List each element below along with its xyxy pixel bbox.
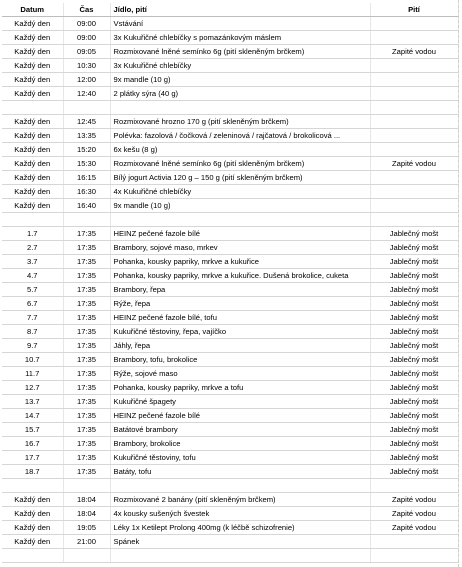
cell-cas: 17:35 <box>63 241 110 255</box>
cell-piti: Jablečný mošt <box>370 437 458 451</box>
cell-piti: Jablečný mošt <box>370 255 458 269</box>
cell-piti: Jablečný mošt <box>370 339 458 353</box>
table-row <box>2 171 458 185</box>
table-row <box>2 269 458 283</box>
cell-jidlo: Batátové brambory <box>110 423 370 437</box>
cell-datum: 14.7 <box>2 409 63 423</box>
cell-datum: 12.7 <box>2 381 63 395</box>
table-row <box>2 423 458 437</box>
cell-datum: 15.7 <box>2 423 63 437</box>
cell-cas: 09:00 <box>63 17 110 31</box>
cell-piti: Zapité vodou <box>370 521 458 535</box>
header-cas: Čas <box>63 3 110 17</box>
cell-piti: Jablečný mošt <box>370 409 458 423</box>
cell-piti <box>370 549 458 563</box>
cell-datum: 6.7 <box>2 297 63 311</box>
cell-piti: Jablečný mošt <box>370 381 458 395</box>
meal-schedule-table <box>2 3 459 563</box>
cell-cas: 18:04 <box>63 507 110 521</box>
cell-datum: 17.7 <box>2 451 63 465</box>
header-piti: Pití <box>370 3 458 17</box>
cell-datum: 4.7 <box>2 269 63 283</box>
cell-jidlo: Kukuřičné těstoviny, tofu <box>110 451 370 465</box>
cell-datum: Každý den <box>2 171 63 185</box>
cell-jidlo: 2 plátky sýra (40 g) <box>110 87 370 101</box>
cell-cas: 21:00 <box>63 535 110 549</box>
cell-datum: Každý den <box>2 143 63 157</box>
cell-piti: Jablečný mošt <box>370 353 458 367</box>
page-edge <box>458 0 462 567</box>
cell-piti <box>370 129 458 143</box>
table-row <box>2 549 458 563</box>
cell-piti: Jablečný mošt <box>370 395 458 409</box>
cell-piti <box>370 171 458 185</box>
table-row <box>2 395 458 409</box>
cell-cas: 09:05 <box>63 45 110 59</box>
empty-cell <box>63 101 110 115</box>
empty-cell <box>370 479 458 493</box>
cell-datum: Každý den <box>2 185 63 199</box>
cell-cas: 17:35 <box>63 451 110 465</box>
table-row <box>2 241 458 255</box>
cell-datum: Každý den <box>2 493 63 507</box>
cell-datum: Každý den <box>2 45 63 59</box>
cell-datum: 13.7 <box>2 395 63 409</box>
table-row <box>2 87 458 101</box>
cell-cas: 12:40 <box>63 87 110 101</box>
cell-datum: Každý den <box>2 157 63 171</box>
cell-cas: 16:30 <box>63 185 110 199</box>
table-row <box>2 339 458 353</box>
cell-piti: Jablečný mošt <box>370 283 458 297</box>
cell-jidlo: 3x Kukuřičné chlebíčky s pomazánkovým máslem <box>110 31 370 45</box>
table-row <box>2 367 458 381</box>
cell-datum: 16.7 <box>2 437 63 451</box>
cell-jidlo: 4x Kukuřičné chlebíčky <box>110 185 370 199</box>
cell-datum: 5.7 <box>2 283 63 297</box>
cell-piti <box>370 17 458 31</box>
cell-cas: 15:30 <box>63 157 110 171</box>
cell-piti: Jablečný mošt <box>370 451 458 465</box>
cell-piti: Zapité vodou <box>370 157 458 171</box>
cell-piti <box>370 59 458 73</box>
cell-jidlo: Kukuřičné těstoviny, řepa, vajíčko <box>110 325 370 339</box>
empty-cell <box>110 479 370 493</box>
cell-piti <box>370 31 458 45</box>
table-row <box>2 129 458 143</box>
cell-piti <box>370 199 458 213</box>
cell-jidlo: 6x kešu (8 g) <box>110 143 370 157</box>
cell-datum: Každý den <box>2 59 63 73</box>
cell-jidlo: Rozmixované lněné semínko 6g (pití skleněným brčkem) <box>110 157 370 171</box>
table-row <box>2 115 458 129</box>
cell-jidlo: Rozmixované hrozno 170 g (pití skleněným brčkem) <box>110 115 370 129</box>
cell-cas: 17:35 <box>63 353 110 367</box>
table-row <box>2 45 458 59</box>
cell-jidlo: HEINZ pečené fazole bílé <box>110 227 370 241</box>
cell-cas: 17:35 <box>63 381 110 395</box>
cell-datum: 11.7 <box>2 367 63 381</box>
cell-jidlo: 9x mandle (10 g) <box>110 199 370 213</box>
cell-cas: 17:35 <box>63 423 110 437</box>
table-row <box>2 143 458 157</box>
cell-piti: Jablečný mošt <box>370 241 458 255</box>
cell-piti <box>370 143 458 157</box>
cell-datum: 9.7 <box>2 339 63 353</box>
cell-piti <box>370 535 458 549</box>
table-row <box>2 409 458 423</box>
cell-jidlo: Batáty, tofu <box>110 465 370 479</box>
cell-datum: Každý den <box>2 115 63 129</box>
cell-datum: Každý den <box>2 129 63 143</box>
cell-cas: 17:35 <box>63 465 110 479</box>
cell-cas: 17:35 <box>63 409 110 423</box>
cell-datum: 3.7 <box>2 255 63 269</box>
cell-datum: 7.7 <box>2 311 63 325</box>
table-row <box>2 535 458 549</box>
cell-datum: Každý den <box>2 87 63 101</box>
cell-cas: 17:35 <box>63 367 110 381</box>
table-row <box>2 521 458 535</box>
cell-datum: Každý den <box>2 521 63 535</box>
cell-cas: 17:35 <box>63 325 110 339</box>
cell-jidlo: Rýže, řepa <box>110 297 370 311</box>
cell-datum: Každý den <box>2 535 63 549</box>
cell-cas: 16:40 <box>63 199 110 213</box>
cell-datum: Každý den <box>2 31 63 45</box>
table-row <box>2 185 458 199</box>
empty-cell <box>63 479 110 493</box>
cell-cas: 12:45 <box>63 115 110 129</box>
cell-jidlo: 9x mandle (10 g) <box>110 73 370 87</box>
cell-datum: 8.7 <box>2 325 63 339</box>
cell-jidlo: Vstávání <box>110 17 370 31</box>
cell-piti: Jablečný mošt <box>370 227 458 241</box>
cell-jidlo: Pohanka, kousky papriky, mrkve a kukuřice <box>110 255 370 269</box>
cell-cas: 19:05 <box>63 521 110 535</box>
cell-jidlo: Pohanka, kousky papriky, mrkve a kukuřice. Dušená brokolice, cuketa <box>110 269 370 283</box>
cell-cas: 09:00 <box>63 31 110 45</box>
table-row <box>2 199 458 213</box>
cell-datum: 18.7 <box>2 465 63 479</box>
spacer-row <box>2 213 458 227</box>
cell-jidlo: Rozmixované 2 banány (pití skleněným brčkem) <box>110 493 370 507</box>
empty-cell <box>370 213 458 227</box>
cell-piti: Jablečný mošt <box>370 465 458 479</box>
table-row <box>2 465 458 479</box>
cell-cas: 17:35 <box>63 311 110 325</box>
cell-jidlo: Brambory, řepa <box>110 283 370 297</box>
cell-datum: Každý den <box>2 199 63 213</box>
cell-piti: Zapité vodou <box>370 45 458 59</box>
cell-cas: 10:30 <box>63 59 110 73</box>
cell-piti: Zapité vodou <box>370 493 458 507</box>
cell-piti <box>370 73 458 87</box>
cell-cas: 17:35 <box>63 255 110 269</box>
table-row <box>2 353 458 367</box>
spacer-row <box>2 101 458 115</box>
cell-datum: Každý den <box>2 507 63 521</box>
cell-jidlo: HEINZ pečené fazole bílé, tofu <box>110 311 370 325</box>
cell-cas: 17:35 <box>63 297 110 311</box>
cell-jidlo: HEINZ pečené fazole bílé <box>110 409 370 423</box>
cell-cas: 17:35 <box>63 283 110 297</box>
cell-piti: Jablečný mošt <box>370 269 458 283</box>
cell-piti <box>370 185 458 199</box>
header-datum: Datum <box>2 3 63 17</box>
table-row <box>2 451 458 465</box>
cell-piti: Jablečný mošt <box>370 367 458 381</box>
cell-jidlo: Léky 1x Ketilept Prolong 400mg (k léčbě schizofrenie) <box>110 521 370 535</box>
cell-datum: Každý den <box>2 73 63 87</box>
table-row <box>2 381 458 395</box>
cell-jidlo <box>110 549 370 563</box>
empty-cell <box>63 213 110 227</box>
table-row <box>2 507 458 521</box>
cell-jidlo: Brambory, brokolice <box>110 437 370 451</box>
cell-datum: 10.7 <box>2 353 63 367</box>
cell-piti <box>370 115 458 129</box>
table-row <box>2 297 458 311</box>
table-row <box>2 283 458 297</box>
cell-cas: 18:04 <box>63 493 110 507</box>
cell-jidlo: Brambory, tofu, brokolice <box>110 353 370 367</box>
cell-datum: Každý den <box>2 17 63 31</box>
cell-piti: Zapité vodou <box>370 507 458 521</box>
cell-cas: 16:15 <box>63 171 110 185</box>
cell-jidlo: Bílý jogurt Activia 120 g – 150 g (pití skleněným brčkem) <box>110 171 370 185</box>
cell-cas <box>63 549 110 563</box>
empty-cell <box>110 101 370 115</box>
cell-jidlo: Spánek <box>110 535 370 549</box>
cell-cas: 17:35 <box>63 227 110 241</box>
cell-jidlo: 3x Kukuřičné chlebíčky <box>110 59 370 73</box>
table-row <box>2 493 458 507</box>
cell-datum <box>2 549 63 563</box>
table-row <box>2 73 458 87</box>
cell-piti <box>370 87 458 101</box>
table-body <box>2 17 458 563</box>
cell-cas: 17:35 <box>63 395 110 409</box>
empty-cell <box>2 101 63 115</box>
spacer-row <box>2 479 458 493</box>
cell-jidlo: Pohanka, kousky papriky, mrkve a tofu <box>110 381 370 395</box>
table-row <box>2 31 458 45</box>
table-row <box>2 437 458 451</box>
table-row <box>2 157 458 171</box>
empty-cell <box>110 213 370 227</box>
empty-cell <box>2 213 63 227</box>
cell-jidlo: Jáhly, řepa <box>110 339 370 353</box>
cell-piti: Jablečný mošt <box>370 423 458 437</box>
table-row <box>2 255 458 269</box>
header-jidlo: Jídlo, pití <box>110 3 370 17</box>
cell-jidlo: 4x kousky sušených švestek <box>110 507 370 521</box>
cell-jidlo: Polévka: fazolová / čočková / zeleninová / rajčatová / brokolicová ... <box>110 129 370 143</box>
cell-cas: 15:20 <box>63 143 110 157</box>
cell-datum: 1.7 <box>2 227 63 241</box>
table-row <box>2 59 458 73</box>
empty-cell <box>370 101 458 115</box>
cell-piti: Jablečný mošt <box>370 325 458 339</box>
cell-jidlo: Rýže, sojové maso <box>110 367 370 381</box>
cell-cas: 13:35 <box>63 129 110 143</box>
cell-jidlo: Brambory, sojové maso, mrkev <box>110 241 370 255</box>
cell-piti: Jablečný mošt <box>370 297 458 311</box>
cell-cas: 17:35 <box>63 269 110 283</box>
cell-piti: Jablečný mošt <box>370 311 458 325</box>
empty-cell <box>2 479 63 493</box>
table-row <box>2 227 458 241</box>
header-row <box>2 3 458 17</box>
cell-cas: 17:35 <box>63 339 110 353</box>
table-row <box>2 325 458 339</box>
table-row <box>2 17 458 31</box>
cell-jidlo: Kukuřičné špagety <box>110 395 370 409</box>
table-row <box>2 311 458 325</box>
cell-cas: 17:35 <box>63 437 110 451</box>
cell-datum: 2.7 <box>2 241 63 255</box>
cell-cas: 12:00 <box>63 73 110 87</box>
cell-jidlo: Rozmixované lněné semínko 6g (pití skleněným brčkem) <box>110 45 370 59</box>
